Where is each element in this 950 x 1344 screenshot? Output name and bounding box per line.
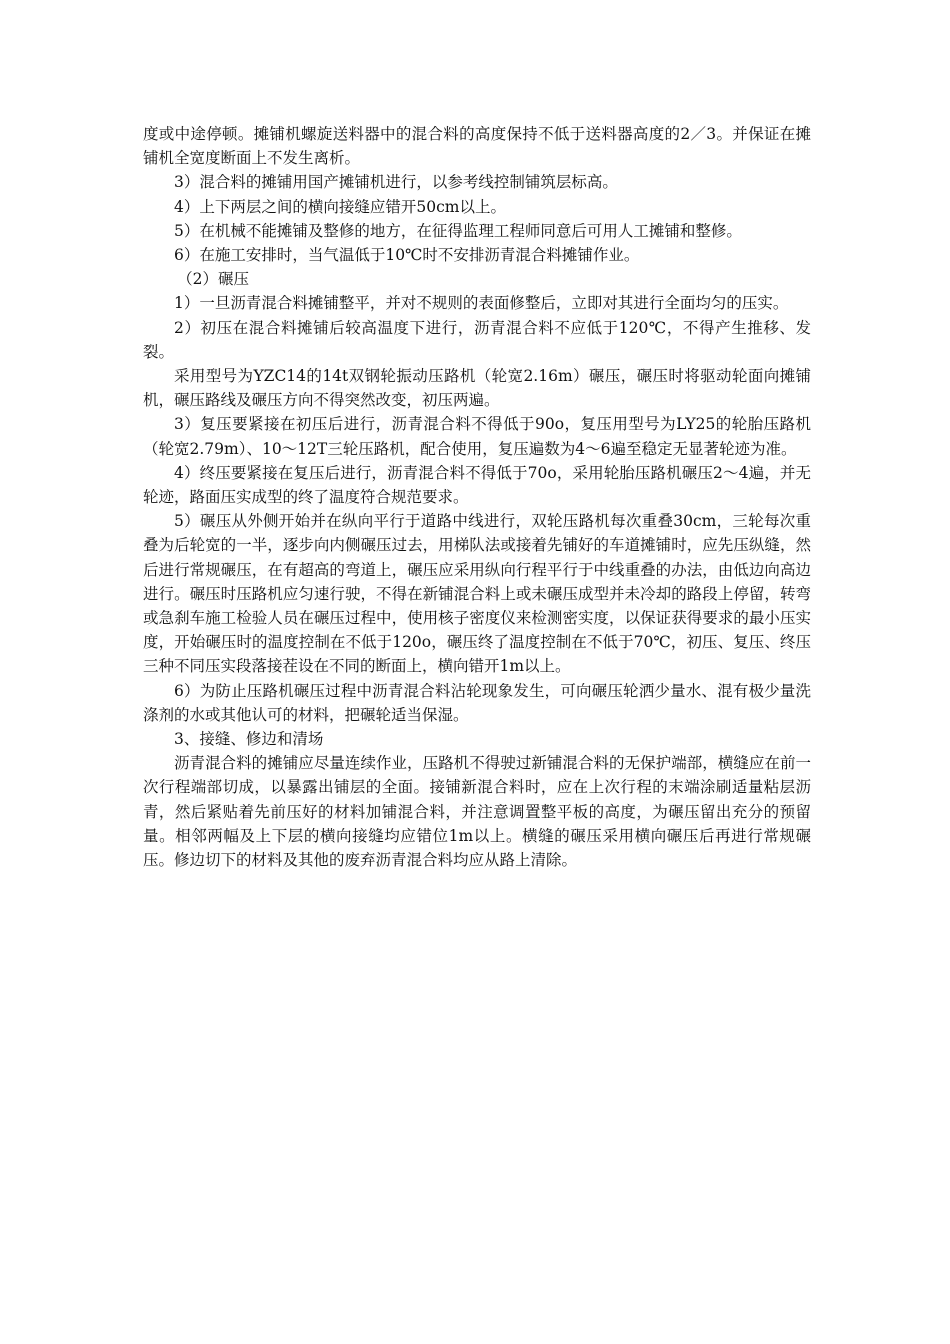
paragraph-compaction-item-1: 1）一旦沥青混合料摊铺整平，并对不规则的表面修整后，立即对其进行全面均匀的压实。 (174, 294, 789, 313)
paragraph-paving-item-6: 6）在施工安排时，当气温低于10℃时不安排沥青混合料摊铺作业。 (174, 246, 640, 265)
section-heading-joints: 3、接缝、修边和清场 (174, 730, 324, 749)
paragraph-paving-item-4: 4）上下两层之间的横向接缝应错开50cm以上。 (174, 197, 506, 216)
paragraph-roller-spec: 采用型号为YZC14的14t双钢轮振动压路机（轮宽2.16m）碾压，碾压时将驱动轮面向摊铺机，碾压路线及碾压方向不得突然改变，初压两遍。 (143, 367, 811, 410)
section-heading-compaction: （2）碾压 (177, 270, 249, 289)
paragraph-paving-item-5: 5）在机械不能摊铺及整修的地方，在征得监理工程师同意后可用人工摊铺和整修。 (174, 221, 742, 240)
paragraph-paving-continuation: 度或中途停顿。摊铺机螺旋送料器中的混合料的高度保持不低于送料器高度的2／3。并保证在摊铺机全宽度断面上不发生离析。 (143, 125, 811, 168)
paragraph-compaction-item-4: 4）终压要紧接在复压后进行，沥青混合料不得低于70o，采用轮胎压路机碾压2～4遍，并无轮迹，路面压实成型的终了温度符合规范要求。 (143, 463, 811, 507)
paragraph-compaction-item-3: 3）复压要紧接在初压后进行，沥青混合料不得低于90o，复压用型号为LY25的轮胎压路机（轮宽2.79m）、10～12T三轮压路机，配合使用，复压遍数为4～6遍至稳定无显著轮迹为准。 (143, 415, 811, 458)
document-body (143, 122, 811, 872)
paragraph-paving-item-3: 3）混合料的摊铺用国产摊铺机进行，以参考线控制铺筑层标高。 (174, 173, 618, 192)
paragraph-compaction-item-5: 5）碾压从外侧开始并在纵向平行于道路中线进行，双轮压路机每次重叠30cm，三轮每次重叠为后轮宽的一半，逐步向内侧碾压过去，用梯队法或接着先铺好的车道摊铺时，应先压纵缝，然后进行常规碾压，在有超高的弯道上，碾压应采用纵向行程平行于中线重叠的办法，由低边向高边进行。碾压时压路机应匀速行驶，不得在新铺混合料上或未碾压成型并未冷却的路段上停留，转弯或急刹车施工检验人员在碾压过程中，使用核子密度仪来检测密实度，以保证获得要求的最小压实度，开始碾压时的温度控制在不低于120o，碾压终了温度控制在不低于70℃，初压、复压、终压三种不同压实段落接茬设在不同的断面上，横向错开1m以上。 (143, 512, 811, 676)
paragraph-compaction-item-6: 6）为防止压路机碾压过程中沥青混合料沾轮现象发生，可向碾压轮洒少量水、混有极少量洗涤剂的水或其他认可的材料，把碾轮适当保湿。 (143, 681, 811, 724)
paragraph-compaction-item-2: 2）初压在混合料摊铺后较高温度下进行，沥青混合料不应低于120℃，不得产生推移、发裂。 (143, 318, 811, 361)
paragraph-joints-body: 沥青混合料的摊铺应尽量连续作业，压路机不得驶过新铺混合料的无保护端部，横缝应在前一次行程端部切成，以暴露出铺层的全面。接铺新混合料时，应在上次行程的末端涂刷适量粘层沥青，然后紧贴着先前压好的材料加铺混合料，并注意调置整平板的高度，为碾压留出充分的预留量。相邻两幅及上下层的横向接缝均应错位1m以上。横缝的碾压采用横向碾压后再进行常规碾压。修边切下的材料及其他的废弃沥青混合料均应从路上清除。 (143, 754, 811, 870)
